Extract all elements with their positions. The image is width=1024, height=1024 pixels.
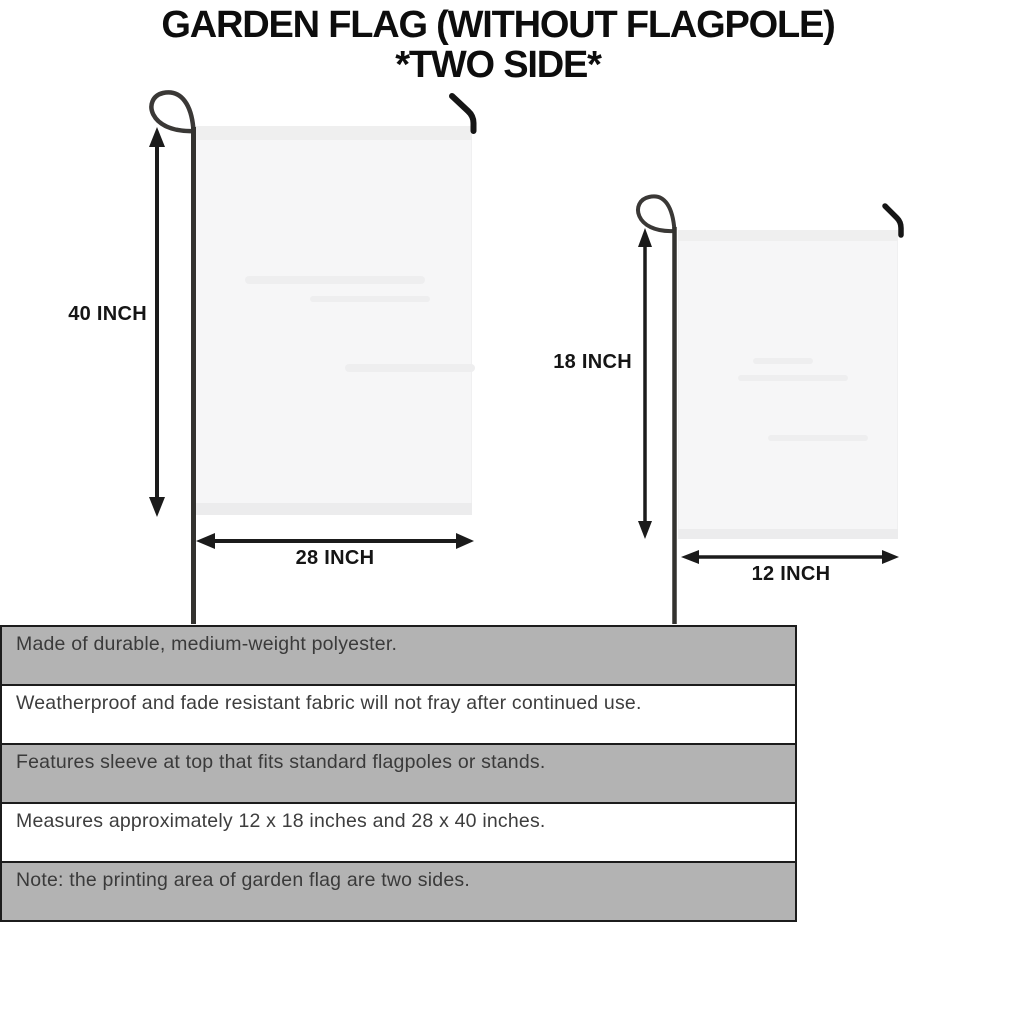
small-flag-hem [678,529,898,539]
large-flag-hem [195,503,472,515]
large-flag-width-label: 28 INCH [295,547,375,569]
title-line-1: GARDEN FLAG (WITHOUT FLAGPOLE) [161,4,835,46]
large-flagpole-loop-icon [151,92,194,131]
large-flag-height-label: 40 INCH [68,303,147,325]
faded-print-artifact [245,276,425,284]
large-flag-sleeve [195,126,472,140]
faded-print-artifact [768,435,868,441]
faded-print-artifact [738,375,848,381]
small-flagpole-loop-icon [638,196,674,231]
page-title [0,5,996,85]
small-flag-height-label: 18 INCH [553,351,632,373]
spec-row-sleeve: Features sleeve at top that fits standard flagpoles or stands. [2,745,795,804]
spec-row-material: Made of durable, medium-weight polyester. [2,627,795,686]
large-flag-panel [195,126,472,515]
spec-row-note: Note: the printing area of garden flag are two sides. [2,863,795,920]
small-flag-sleeve [678,230,898,241]
faded-print-artifact [310,296,430,302]
large-flag-height-arrow [149,127,165,517]
faded-print-artifact [753,358,813,364]
small-flag-panel [678,230,898,539]
small-flag-height-arrow [638,228,652,539]
spec-row-weatherproof: Weatherproof and fade resistant fabric will not fray after continued use. [2,686,795,745]
small-flag-width-arrow [681,550,899,564]
faded-print-artifact [345,364,475,372]
spec-row-measurements: Measures approximately 12 x 18 inches and 28 x 40 inches. [2,804,795,863]
small-flag-width-label: 12 INCH [751,563,831,585]
title-line-2: *TWO SIDE* [395,44,601,86]
spec-table [0,625,797,922]
